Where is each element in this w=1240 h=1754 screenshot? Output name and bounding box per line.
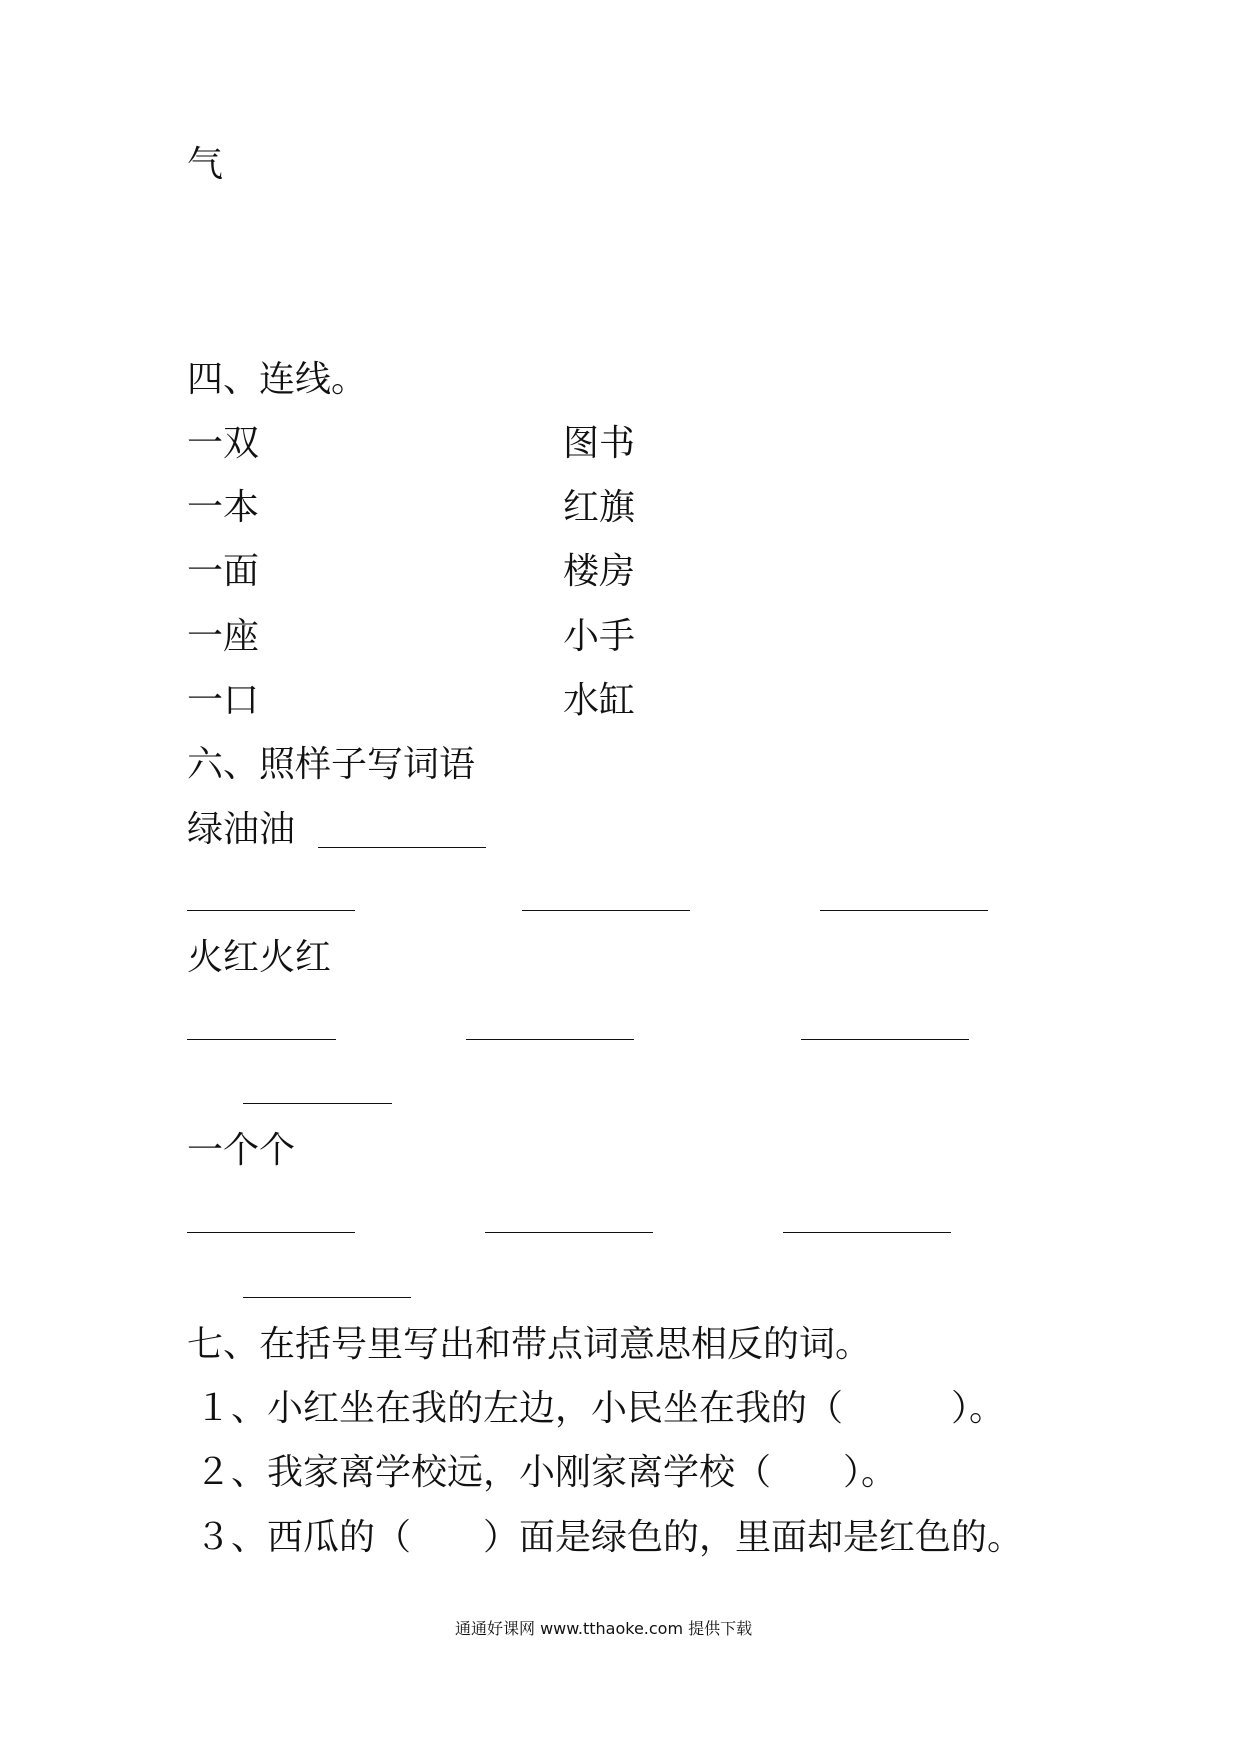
- answer-blank[interactable]: [820, 910, 988, 911]
- footer-credit: 通通好课网 www.tthaoke.com 提供下载: [455, 1619, 753, 1638]
- example-word: 火红火红: [187, 937, 332, 978]
- match-left-item: 一本: [187, 487, 260, 528]
- answer-blank[interactable]: [318, 847, 486, 848]
- answer-blank[interactable]: [243, 1297, 411, 1298]
- section4-title: 四、连线。: [187, 359, 368, 400]
- answer-blank[interactable]: [801, 1039, 969, 1040]
- antonym-question: ２、我家离学校远，小刚家离学校（ ）。: [195, 1452, 898, 1493]
- section6-title: 六、照样子写词语: [187, 744, 476, 785]
- example-word: 一个个: [187, 1130, 296, 1171]
- leftover-char: 气: [187, 144, 224, 185]
- answer-blank[interactable]: [187, 910, 355, 911]
- match-right-item: 图书: [563, 423, 636, 464]
- match-left-item: 一双: [187, 423, 260, 464]
- match-right-item: 小手: [563, 616, 636, 657]
- antonym-question: １、小红坐在我的左边，小民坐在我的（ ）。: [195, 1388, 1006, 1429]
- answer-blank[interactable]: [243, 1103, 392, 1104]
- answer-blank[interactable]: [485, 1232, 653, 1233]
- example-word: 绿油油: [187, 809, 296, 850]
- match-right-item: 楼房: [563, 551, 636, 592]
- match-right-item: 水缸: [563, 680, 636, 721]
- answer-blank[interactable]: [466, 1039, 634, 1040]
- answer-blank[interactable]: [187, 1232, 355, 1233]
- answer-blank[interactable]: [783, 1232, 951, 1233]
- antonym-question: ３、西瓜的（ ）面是绿色的，里面却是红色的。: [195, 1517, 1024, 1558]
- match-left-item: 一面: [187, 551, 260, 592]
- match-left-item: 一口: [187, 680, 260, 721]
- match-left-item: 一座: [187, 616, 260, 657]
- answer-blank[interactable]: [522, 910, 690, 911]
- section7-title: 七、在括号里写出和带点词意思相反的词。: [187, 1324, 872, 1365]
- match-right-item: 红旗: [563, 487, 636, 528]
- answer-blank[interactable]: [187, 1039, 336, 1040]
